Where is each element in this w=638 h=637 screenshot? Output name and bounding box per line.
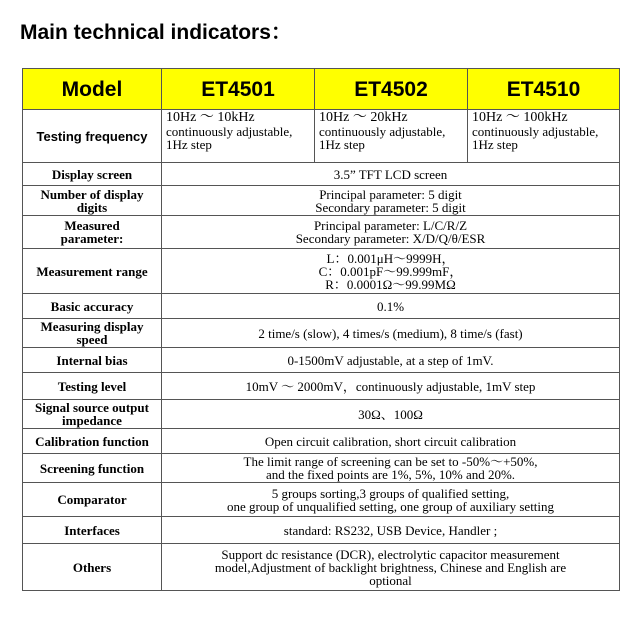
- source-impedance-label: [23, 400, 162, 429]
- label-line: speed: [76, 332, 108, 347]
- value-line: model,Adjustment of backlight brightness, Chinese and English are: [214, 559, 567, 575]
- label-line: Measured: [64, 218, 120, 233]
- value-line: 5 groups sorting,3 groups of qualified setting,: [271, 485, 510, 501]
- freq-cell-et4502: [315, 110, 468, 163]
- label-line: Internal bias: [56, 352, 128, 368]
- interfaces-value: [162, 517, 620, 544]
- value-line: optional: [369, 572, 412, 588]
- label-line: Others: [72, 559, 112, 575]
- value-line: Open circuit calibration, short circuit calibration: [264, 433, 517, 449]
- others-value: [162, 544, 620, 591]
- value-line: C：0.001pF～99.999mF，: [318, 263, 463, 279]
- calibration-function-value: [162, 429, 620, 454]
- label-line: Screening function: [39, 460, 145, 476]
- display-screen-value: [162, 163, 620, 186]
- testing-level-row: [23, 373, 620, 400]
- freq-step: 1Hz step: [472, 137, 518, 152]
- comparator-label: [23, 483, 162, 517]
- value-line: The limit range of screening can be set to -50%～+50%,: [243, 454, 538, 469]
- source-impedance-row: [23, 400, 620, 429]
- basic-accuracy-value: [162, 294, 620, 319]
- freq-note: continuously adjustable,: [472, 124, 599, 139]
- display-digits-label: [23, 186, 162, 216]
- value-line: L：0.001μH～9999H，: [326, 250, 455, 266]
- display-digits-value: [162, 186, 620, 216]
- freq-step: 1Hz step: [319, 137, 365, 152]
- label-line: Number of display: [40, 186, 144, 202]
- freq-cell-et4510: [468, 110, 620, 163]
- freq-note: continuously adjustable,: [319, 124, 446, 139]
- value-line: Principal parameter: L/C/R/Z: [313, 218, 468, 233]
- label-line: Basic accuracy: [50, 298, 134, 314]
- page-title: Main technical indicators：: [20, 21, 292, 44]
- value-line: Secondary parameter: X/D/Q/θ/ESR: [295, 231, 486, 246]
- freq-range: 10Hz ～ 20kHz: [319, 110, 408, 125]
- display-screen-row: [23, 163, 620, 186]
- value-line: 3.5” TFT LCD screen: [333, 166, 448, 182]
- label-line: Signal source output: [35, 400, 149, 415]
- testing-frequency-label: Testing frequency: [23, 110, 162, 163]
- comparator-row: [23, 483, 620, 517]
- screening-function-row: [23, 454, 620, 483]
- display-speed-label: [23, 319, 162, 348]
- basic-accuracy-label: [23, 294, 162, 319]
- internal-bias-value: [162, 348, 620, 373]
- value-line: Secondary parameter: 5 digit: [315, 199, 466, 215]
- freq-cell-et4501: [162, 110, 315, 163]
- display-digits-row: [23, 186, 620, 216]
- calibration-function-label: [23, 429, 162, 454]
- others-label: [23, 544, 162, 591]
- basic-accuracy-row: [23, 294, 620, 319]
- calibration-function-row: [23, 429, 620, 454]
- label-line: Testing level: [57, 378, 127, 394]
- value-line: Principal parameter: 5 digit: [319, 186, 462, 202]
- value-line: 30Ω、100Ω: [358, 406, 423, 422]
- value-line: and the fixed points are 1%, 5%, 10% and 20%.: [265, 467, 516, 482]
- value-line: 2 time/s (slow), 4 times/s (medium), 8 time/s (fast): [258, 325, 523, 341]
- screening-function-label: [23, 454, 162, 483]
- comparator-value: [162, 483, 620, 517]
- measurement-range-row: [23, 249, 620, 294]
- display-speed-value: [162, 319, 620, 348]
- value-line: standard: RS232, USB Device, Handler ;: [283, 522, 498, 538]
- measured-parameter-label: [23, 216, 162, 249]
- label-line: impedance: [62, 413, 122, 428]
- label-line: Comparator: [57, 492, 127, 507]
- internal-bias-row: [23, 348, 620, 373]
- freq-range: 10Hz ～ 100kHz: [472, 110, 568, 125]
- value-line: one group of unqualified setting, one group of auxiliary setting: [226, 498, 555, 514]
- internal-bias-label: [23, 348, 162, 373]
- interfaces-row: [23, 517, 620, 544]
- value-line: 10mV ～ 2000mV，continuously adjustable, 1mV step: [245, 378, 536, 394]
- display-speed-row: [23, 319, 620, 348]
- label-line: Display screen: [51, 166, 133, 182]
- freq-range: 10Hz ～ 10kHz: [166, 110, 255, 125]
- value-line: Support dc resistance (DCR), electrolytic capacitor measurement: [221, 546, 560, 562]
- header-row: [23, 69, 620, 110]
- model-header: Model: [23, 69, 162, 110]
- screening-function-value: [162, 454, 620, 483]
- label-line: Interfaces: [64, 522, 120, 538]
- testing-level-label: [23, 373, 162, 400]
- label-line: Calibration function: [35, 433, 149, 449]
- freq-note: continuously adjustable,: [166, 124, 293, 139]
- measurement-range-label: [23, 249, 162, 294]
- testing-frequency-row: [23, 110, 620, 163]
- spec-table: [22, 68, 620, 591]
- measurement-range-value: [162, 249, 620, 294]
- value-line: 0-1500mV adjustable, at a step of 1mV.: [287, 352, 494, 368]
- value-line: R：0.0001Ω～99.99MΩ: [325, 276, 456, 292]
- model-et4502-header: ET4502: [315, 69, 468, 110]
- interfaces-label: [23, 517, 162, 544]
- model-et4510-header: ET4510: [468, 69, 620, 110]
- others-row: [23, 544, 620, 591]
- label-line: Measurement range: [36, 263, 148, 279]
- source-impedance-value: [162, 400, 620, 429]
- label-line: parameter:: [60, 231, 124, 246]
- measured-parameter-row: [23, 216, 620, 249]
- model-et4501-header: ET4501: [162, 69, 315, 110]
- measured-parameter-value: [162, 216, 620, 249]
- label-line: Measuring display: [40, 319, 144, 334]
- value-line: 0.1%: [376, 298, 405, 314]
- freq-step: 1Hz step: [166, 137, 212, 152]
- display-screen-label: [23, 163, 162, 186]
- testing-level-value: [162, 373, 620, 400]
- label-line: digits: [76, 199, 108, 215]
